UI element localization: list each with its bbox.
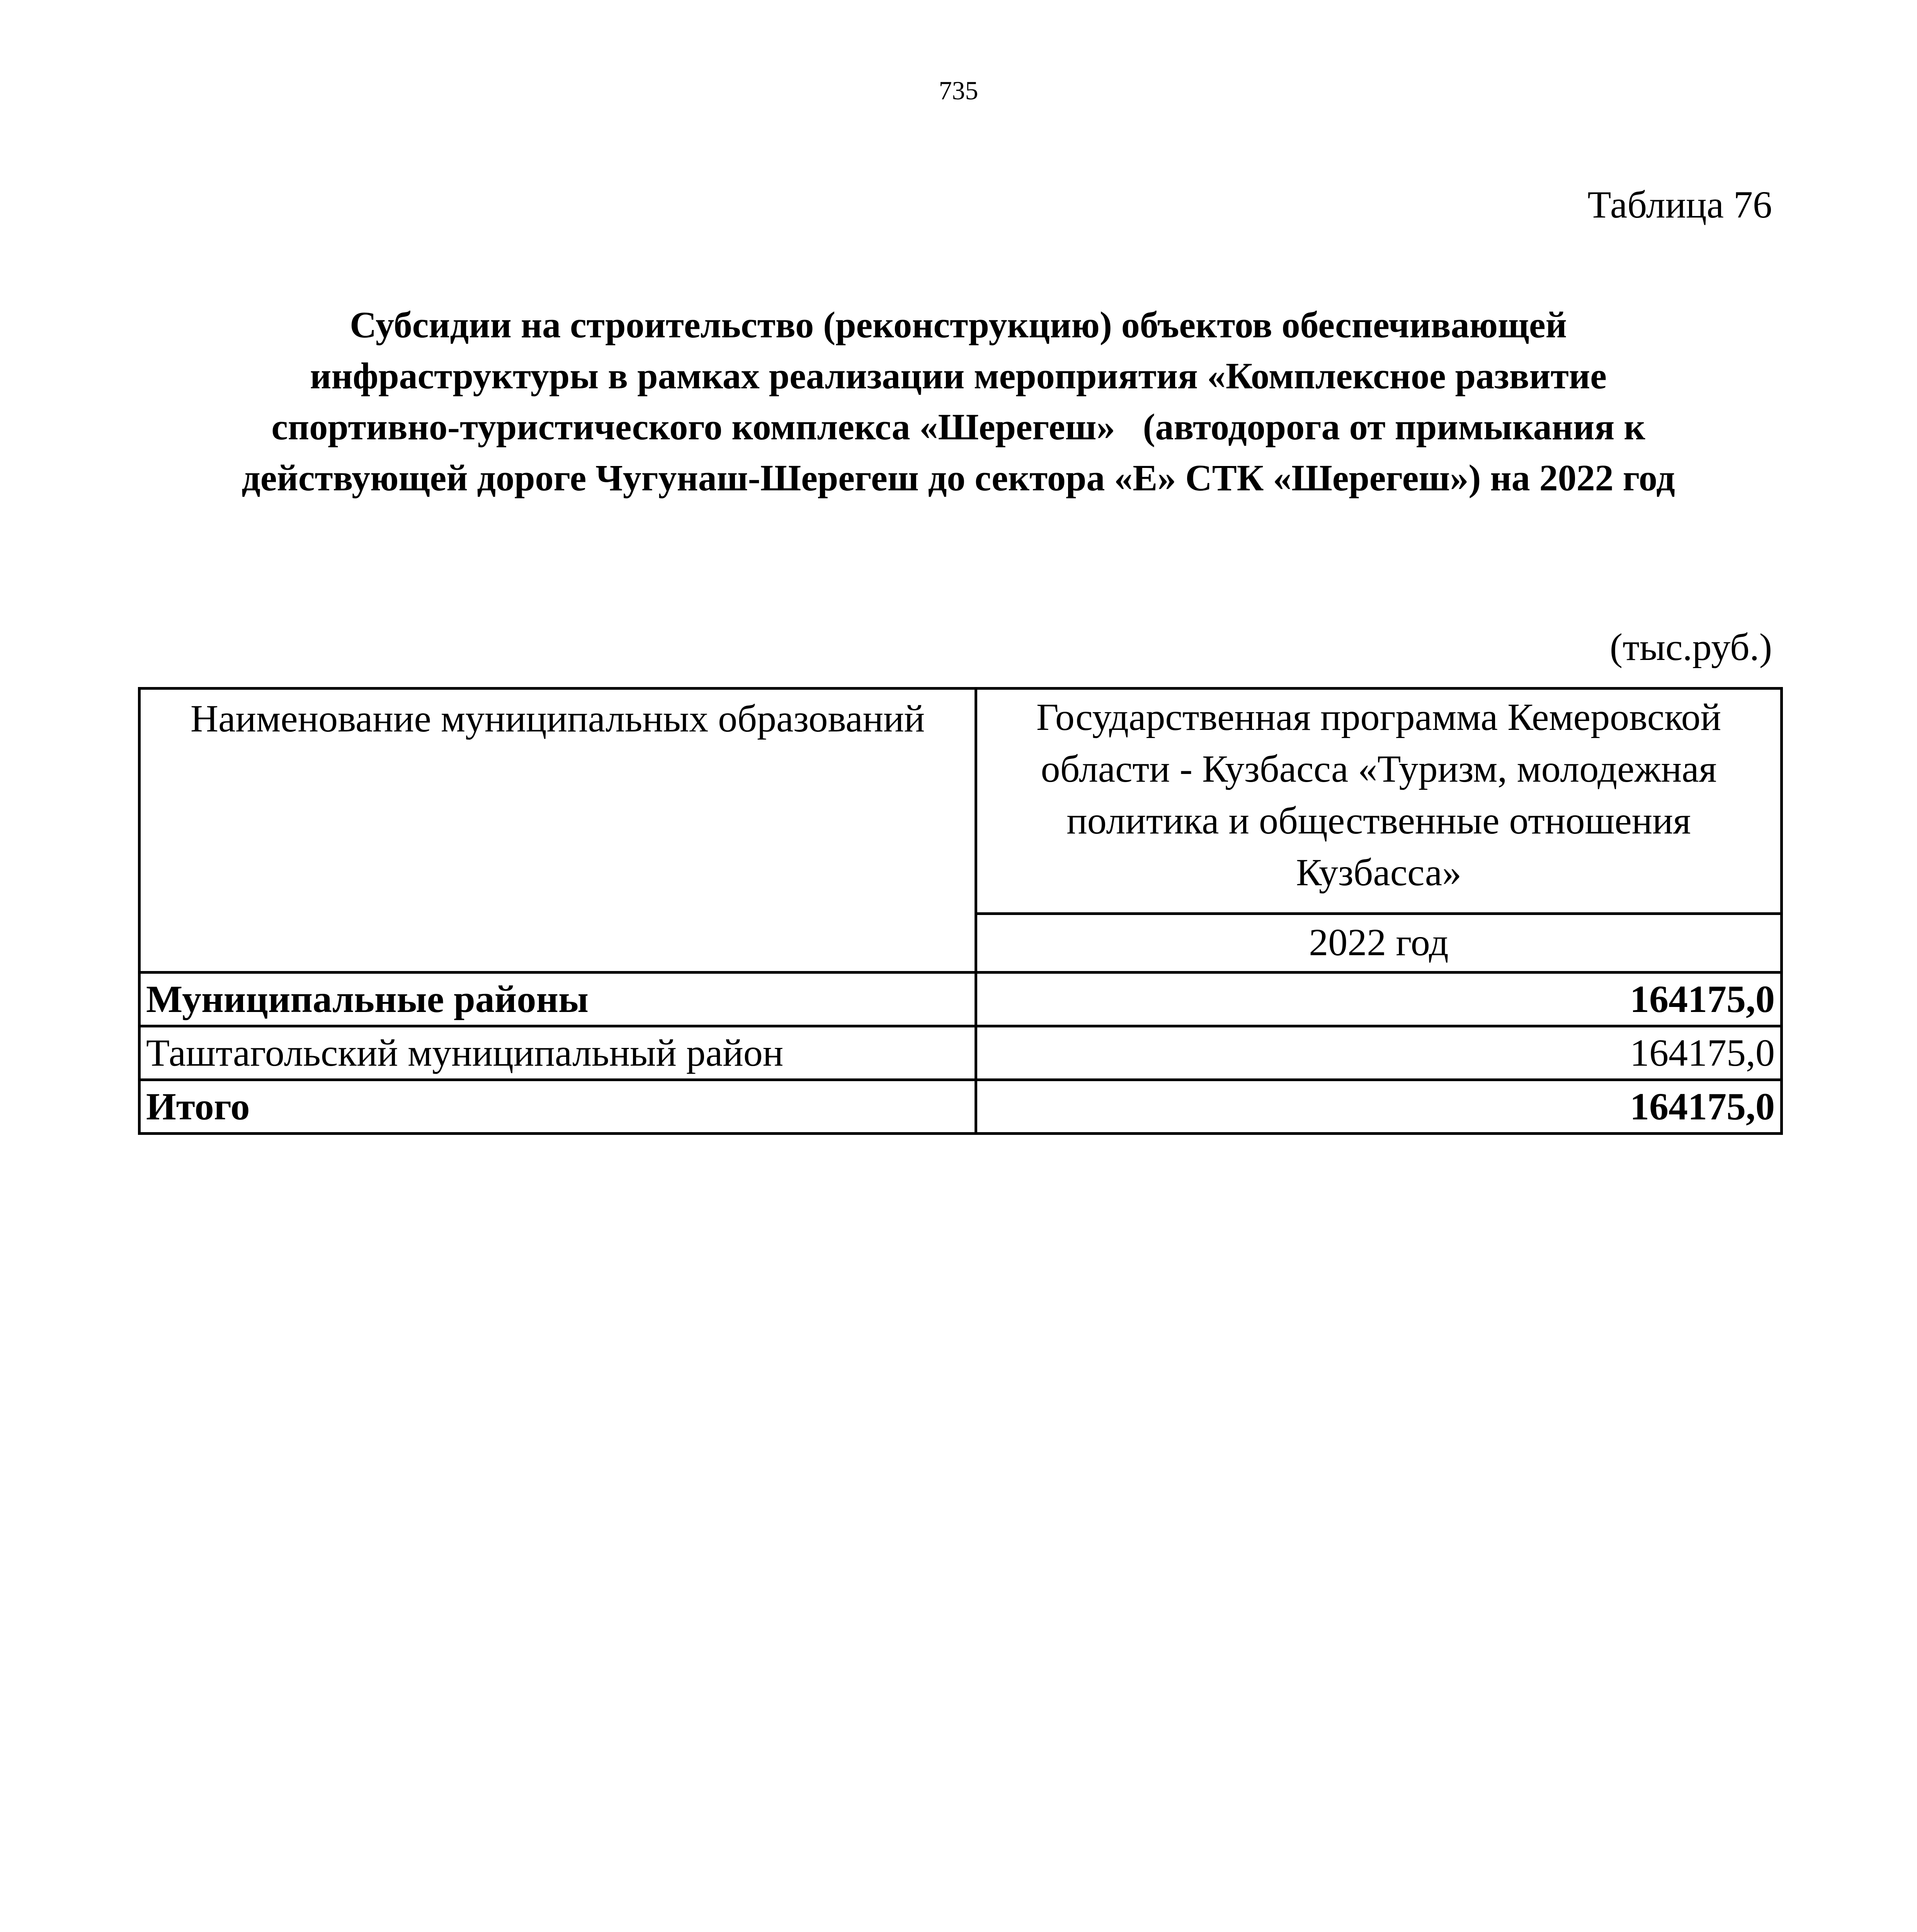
- page-number: 735: [939, 76, 978, 105]
- subsidy-table: [138, 687, 1783, 1135]
- table-row-total: [139, 1080, 1782, 1134]
- title-line: действующей дороге Чугунаш-Шерегеш до сектора «Е» СТК «Шерегеш») на 2022 год: [242, 457, 1675, 498]
- table-row: [139, 1026, 1782, 1080]
- table-row: [139, 973, 1782, 1026]
- table-header-row: [139, 689, 1782, 914]
- header-municipality-name: Наименование муниципальных образований: [139, 689, 976, 973]
- title-line: спортивно-туристического комплекса «Шерегеш» (автодорога от примыкания к: [271, 406, 1645, 447]
- row-value: 164175,0: [976, 973, 1782, 1026]
- header-year: 2022 год: [976, 913, 1782, 972]
- row-name: Таштагольский муниципальный район: [139, 1026, 976, 1080]
- document-title: [128, 299, 1789, 503]
- row-value: 164175,0: [976, 1026, 1782, 1080]
- row-name: Итого: [139, 1080, 976, 1134]
- table-label: Таблица 76: [1587, 183, 1772, 226]
- row-name: Муниципальные районы: [139, 973, 976, 1026]
- title-line: инфраструктуры в рамках реализации мероприятия «Комплексное развитие: [310, 355, 1607, 396]
- row-value: 164175,0: [976, 1080, 1782, 1134]
- header-state-program: Государственная программа Кемеровской области - Кузбасса «Туризм, молодежная политика и общественные отношения Кузбасса»: [976, 689, 1782, 914]
- units-label: (тыс.руб.): [1609, 626, 1772, 668]
- title-line: Субсидии на строительство (реконструкцию) объектов обеспечивающей: [350, 304, 1567, 345]
